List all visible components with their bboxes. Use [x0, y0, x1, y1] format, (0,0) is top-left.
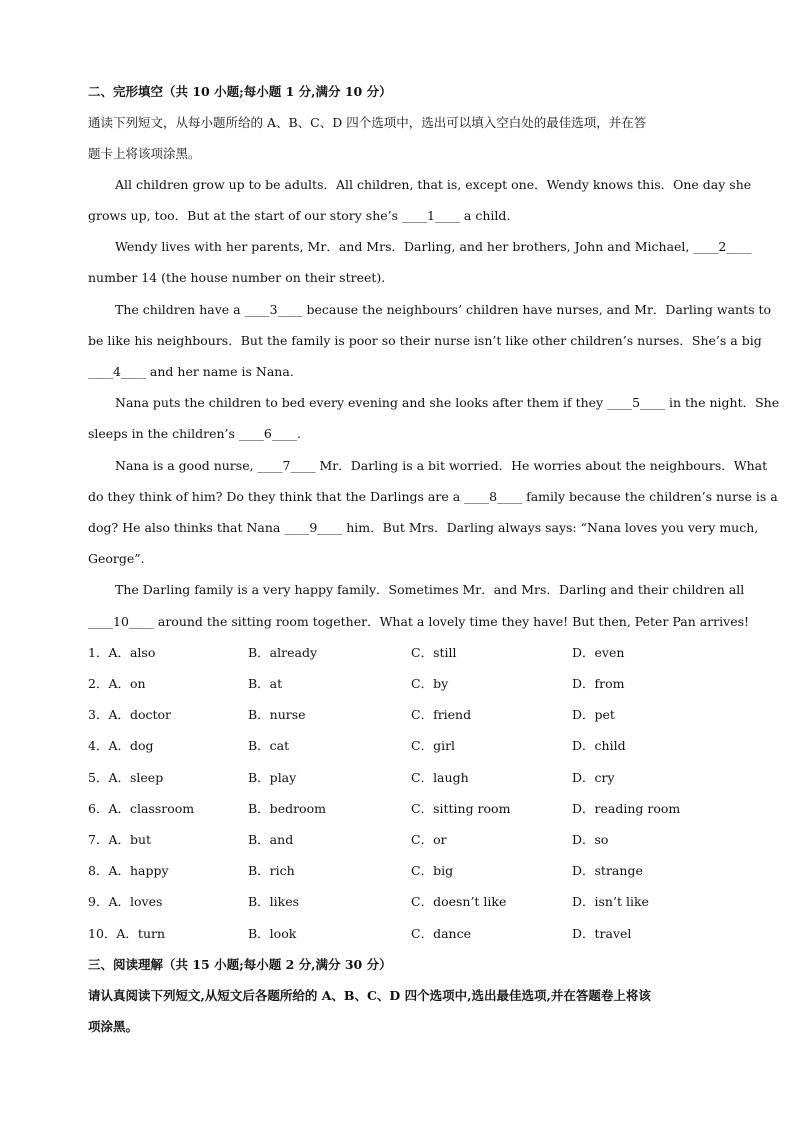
question-8-option-b: B．rich: [248, 863, 295, 878]
question-1-option-c: C．still: [411, 645, 457, 660]
passage-line: sleeps in the children’s ____6____.: [88, 426, 301, 441]
question-9-option-d: D．isn’t like: [572, 894, 649, 909]
question-5-option-b: B．play: [248, 770, 297, 785]
question-2-option-b: B．at: [248, 676, 283, 691]
question-2-option-c: C．by: [411, 676, 449, 691]
question-3-option-b: B．nurse: [248, 707, 306, 722]
passage-line: The children have a ____3____ because the neighbours’ children have nurses, and Mr．Darling wants to: [115, 302, 772, 317]
question-2-option-d: D．from: [572, 676, 625, 691]
question-3-option-a: 3．A．doctor: [88, 707, 172, 722]
question-5-option-c: C．laugh: [411, 770, 469, 785]
passage-line: number 14 (the house number on their street).: [88, 270, 386, 285]
passage-line: grows up, too．But at the start of our story she’s ____1____ a child.: [88, 208, 511, 223]
section-3-instruction-cont: 项涂黑。: [88, 1019, 139, 1034]
question-4-option-c: C．girl: [411, 738, 456, 753]
passage-line: The Darling family is a very happy family．Sometimes Mr．and Mrs．Darling and their children all: [115, 582, 745, 597]
question-8-option-c: C．big: [411, 863, 454, 878]
question-8-option-d: D．strange: [572, 863, 643, 878]
section-2-instruction-cont: 题卡上将该项涂黑。: [88, 146, 201, 161]
question-7-option-c: C．or: [411, 832, 447, 847]
section-2-heading: 二、完形填空（共 10 小题;每小题 1 分,满分 10 分）: [88, 84, 392, 99]
question-10-option-a: 10．A．turn: [88, 926, 166, 941]
passage-line: Nana puts the children to bed every evening and she looks after them if they ____5____ in the night．She: [115, 395, 780, 410]
question-7-option-b: B．and: [248, 832, 294, 847]
passage-line: All children grow up to be adults．All children, that is, except one．Wendy knows this．One day she: [115, 177, 752, 192]
question-4-option-d: D．child: [572, 738, 626, 753]
question-6-option-c: C．sitting room: [411, 801, 511, 816]
question-6-option-b: B．bedroom: [248, 801, 326, 816]
section-2-instruction: 通读下列短文，从每小题所给的 A、B、C、D 四个选项中，选出可以填入空白处的最佳选项，并在答: [88, 115, 647, 130]
question-5-option-a: 5．A．sleep: [88, 770, 164, 785]
passage-line: Nana is a good nurse, ____7____ Mr．Darling is a bit worried．He worries about the neighbours．What: [115, 458, 768, 473]
question-2-option-a: 2．A．on: [88, 676, 146, 691]
question-6-option-a: 6．A．classroom: [88, 801, 195, 816]
section-3-instruction: 请认真阅读下列短文,从短文后各题所给的 A、B、C、D 四个选项中,选出最佳选项,并在答题卷上将该: [88, 988, 651, 1003]
question-4-option-a: 4．A．dog: [88, 738, 154, 753]
question-1-option-d: D．even: [572, 645, 625, 660]
question-9-option-c: C．doesn’t like: [411, 894, 507, 909]
passage-line: ____10____ around the sitting room together．What a lovely time they have! But then, Peter Pan arrives!: [88, 614, 750, 629]
question-5-option-d: D．cry: [572, 770, 615, 785]
question-3-option-d: D．pet: [572, 707, 615, 722]
passage-line: dog? He also thinks that Nana ____9____ him．But Mrs．Darling always says: “Nana loves you very much,: [88, 520, 759, 535]
question-10-option-c: C．dance: [411, 926, 471, 941]
question-3-option-c: C．friend: [411, 707, 472, 722]
question-10-option-d: D．travel: [572, 926, 632, 941]
passage-line: do they think of him? Do they think that the Darlings are a ____8____ family because the children’s nurse is a: [88, 489, 778, 504]
section-3-heading: 三、阅读理解（共 15 小题;每小题 2 分,满分 30 分）: [88, 957, 392, 972]
passage-line: ____4____ and her name is Nana.: [88, 364, 294, 379]
question-10-option-b: B．look: [248, 926, 297, 941]
question-1-option-a: 1．A．also: [88, 645, 156, 660]
question-7-option-a: 7．A．but: [88, 832, 152, 847]
question-1-option-b: B．already: [248, 645, 318, 660]
question-7-option-d: D．so: [572, 832, 609, 847]
passage-line: be like his neighbours．But the family is poor so their nurse isn’t like other children’s nurses．She’s a big: [88, 333, 762, 348]
question-9-option-b: B．likes: [248, 894, 300, 909]
question-9-option-a: 9．A．loves: [88, 894, 163, 909]
question-8-option-a: 8．A．happy: [88, 863, 169, 878]
question-4-option-b: B．cat: [248, 738, 290, 753]
passage-line: Wendy lives with her parents, Mr．and Mrs．Darling, and her brothers, John and Michael, ____2____: [115, 239, 752, 254]
passage-line: George”.: [88, 551, 145, 566]
question-6-option-d: D．reading room: [572, 801, 681, 816]
